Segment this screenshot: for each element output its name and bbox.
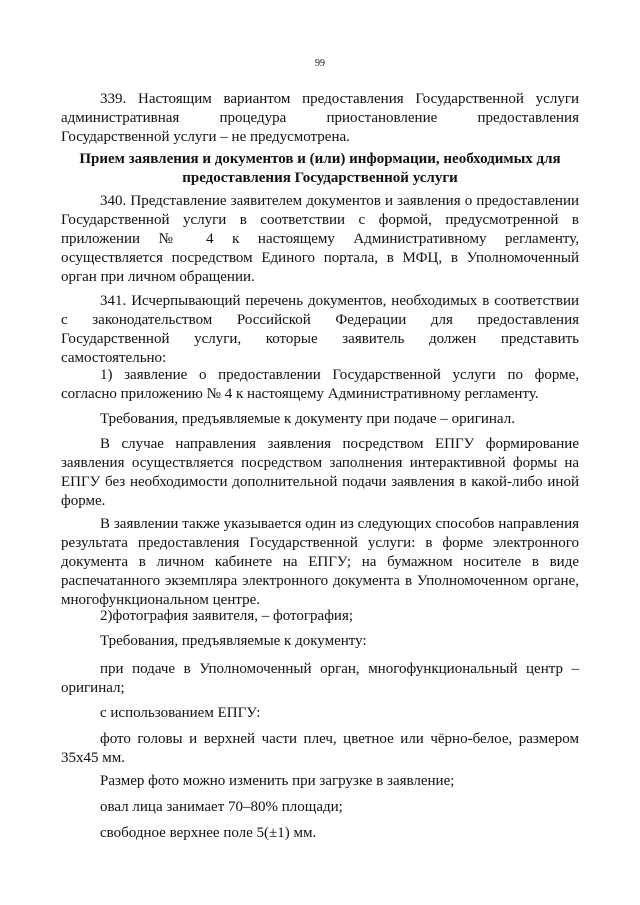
list-item-1: 1) заявление о предоставлении Государственной услуги по форме, согласно приложению № 4 к настоящему Административному регламенту.: [61, 367, 579, 402]
paragraph-339-line-2: административная процедура приостановление предоставления: [61, 110, 579, 126]
paragraph-341: 341. Исчерпывающий перечень документов, необходимых в соответствии с законодательством Российской Федерации для предоставления Государственной услуги, которые заявитель должен представить самостоятельно:: [61, 293, 579, 366]
list-item-2: 2)фотография заявителя, – фотография;: [100, 608, 354, 624]
photo-resize-note: Размер фото можно изменить при загрузке в заявление;: [100, 773, 455, 789]
submission-original: при подаче в Уполномоченный орган, многофункциональный центр – оригинал;: [61, 661, 579, 696]
paragraph-340: 340. Представление заявителем документов и заявления о предоставлении Государственной услуги в соответствии с формой, предусмотренной в приложении № 4 к настоящему Административному регламенту, осуществляется посредством Единого портала, в МФЦ, в Уполномоченный орган при личном обращении.: [61, 193, 579, 285]
paragraph-result-methods: В заявлении также указывается один из следующих способов направления результата предоставления Государственной услуги: в форме электронного документа в личном кабинете на ЕПГУ; на бумажном носителе в виде распечатанного экземпляра электронного документа в Уполномоченном органе, многофункциональном центре.: [61, 516, 579, 608]
section-heading: [61, 150, 579, 188]
face-oval-note: овал лица занимает 70–80% площади;: [100, 799, 343, 815]
requirement-original: Требования, предъявляемые к документу при подаче – оригинал.: [100, 411, 515, 427]
page-number: 99: [315, 58, 325, 69]
section-heading-line-2: предоставления Государственной услуги: [182, 170, 458, 186]
section-heading-line-1: Прием заявления и документов и (или) информации, необходимых для: [79, 151, 561, 167]
photo-specification: фото головы и верхней части плеч, цветное или чёрно-белое, размером 35х45 мм.: [61, 731, 579, 766]
requirements-heading: Требования, предъявляемые к документу:: [100, 633, 367, 649]
paragraph-339: [61, 90, 579, 147]
via-epgu: с использованием ЕПГУ:: [100, 705, 261, 721]
top-margin-note: свободное верхнее поле 5(±1) мм.: [100, 825, 317, 841]
paragraph-epgu-submission: В случае направления заявления посредством ЕПГУ формирование заявления осуществляется посредством заполнения интерактивной формы на ЕПГУ без необходимости дополнительной подачи заявления в какой-либо иной форме.: [61, 436, 579, 509]
paragraph-339-line-3: Государственной услуги – не предусмотрена.: [61, 129, 350, 145]
paragraph-339-line-1: 339. Настоящим вариантом предоставления Государственной услуги: [100, 91, 579, 107]
